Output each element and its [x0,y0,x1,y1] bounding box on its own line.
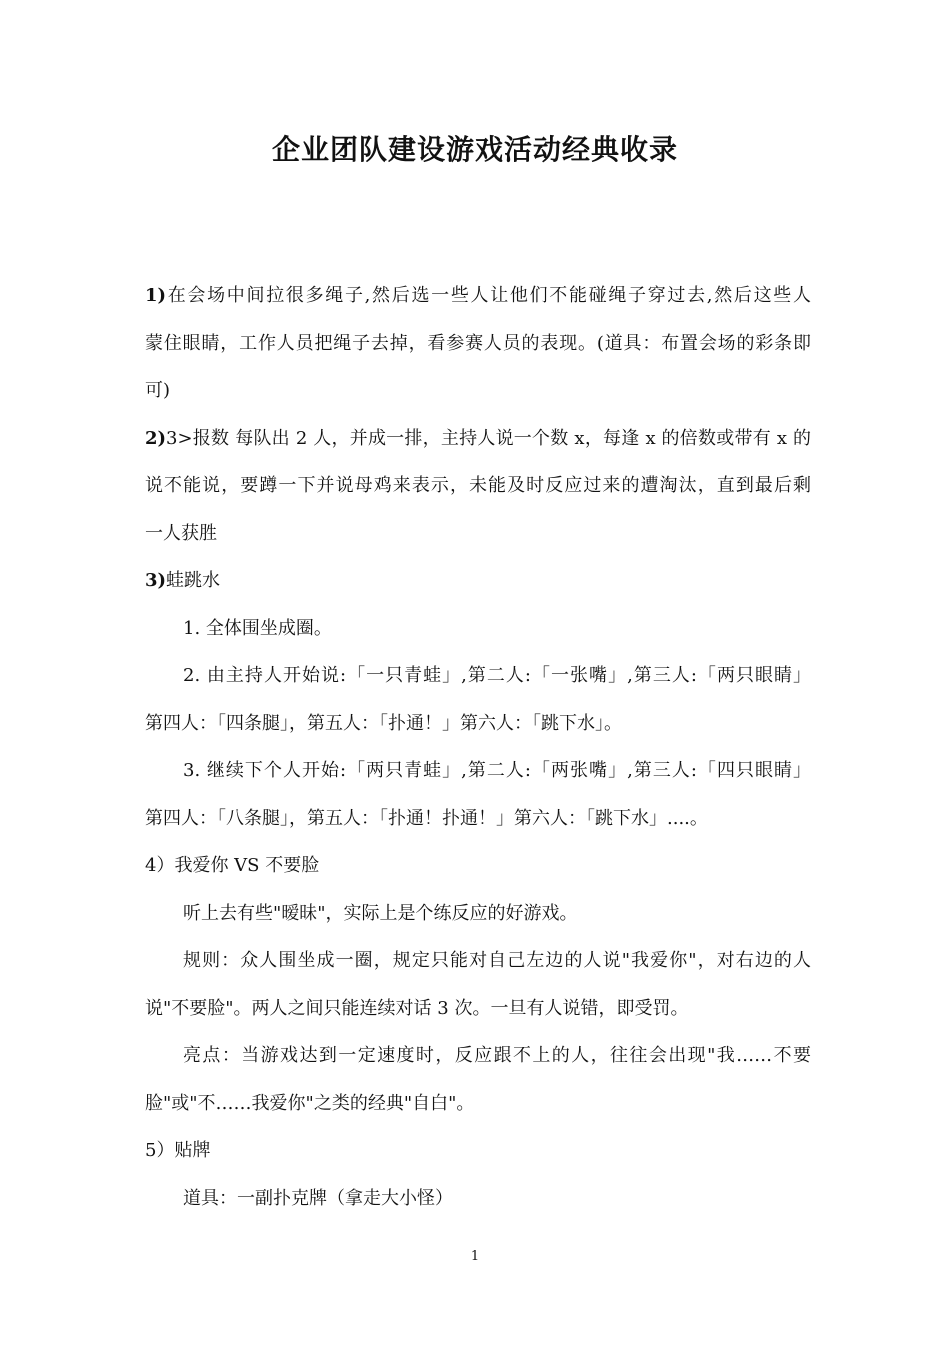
page-title: 企业团队建设游戏活动经典收录 [271,133,678,166]
document-body [145,272,811,1222]
section-5-line-1: 道具：一副扑克牌（拿走大小怪） [183,1187,453,1209]
section-3-item-3-cont: 第四人：「八条腿」，第五人：「扑通！扑通！」第六人：「跳下水」....。 [145,807,708,829]
section-3-number: 3) [145,570,167,591]
section-4-line-1: 听上去有些"暧昧"，实际上是个练反应的好游戏。 [183,902,578,924]
section-3-heading: 3)蛙跳水 [145,570,221,591]
section-2-line-3: 一人获胜 [145,522,217,544]
section-3-item-2-cont: 第四人：「四条腿」，第五人：「扑通！」第六人：「跳下水」。 [145,712,622,734]
section-4-line-2: 规则：众人围坐成一圈，规定只能对自己左边的人说"我爱你"，对右边的人 [183,950,811,971]
section-4-line-5: 脸"或"不……我爱你"之类的经典"自白"。 [145,1092,475,1114]
section-3-item-3: 3. 继续下个人开始:「两只青蛙」,第二人:「两张嘴」,第三人:「四只眼睛」 [183,760,811,781]
section-3-item-1: 1. 全体围坐成圈。 [183,617,332,639]
section-1-number: 1) [145,285,167,306]
section-2-number: 2) [145,427,167,449]
section-3-item-2: 2. 由主持人开始说:「一只青蛙」,第二人:「一张嘴」,第三人:「两只眼睛」 [183,665,811,686]
section-4-heading: 4）我爱你 VS 不要脸 [145,855,320,876]
section-4-line-4: 亮点：当游戏达到一定速度时，反应跟不上的人，往往会出现"我……不要 [183,1045,811,1066]
section-4-line-3: 说"不要脸"。两人之间只能连续对话 3 次。一旦有人说错，即受罚。 [145,997,689,1019]
section-1-line-2: 蒙住眼睛，工作人员把绳子去掉，看参赛人员的表现。(道具：布置会场的彩条即 [145,332,811,354]
section-1-line-3: 可) [145,380,171,401]
section-2-line-1: 2)3>报数 每队出 2 人，并成一排，主持人说一个数 x，每逢 x 的倍数或带有 x 的 [145,427,811,449]
section-1-line-1: 1)在会场中间拉很多绳子,然后选一些人让他们不能碰绳子穿过去,然后这些人 [145,285,811,306]
page-number: 1 [470,1249,480,1264]
section-2-line-2: 说不能说，要蹲一下并说母鸡来表示，未能及时反应过来的遭淘汰，直到最后剩 [145,475,811,496]
section-5-heading: 5）贴牌 [145,1140,211,1161]
